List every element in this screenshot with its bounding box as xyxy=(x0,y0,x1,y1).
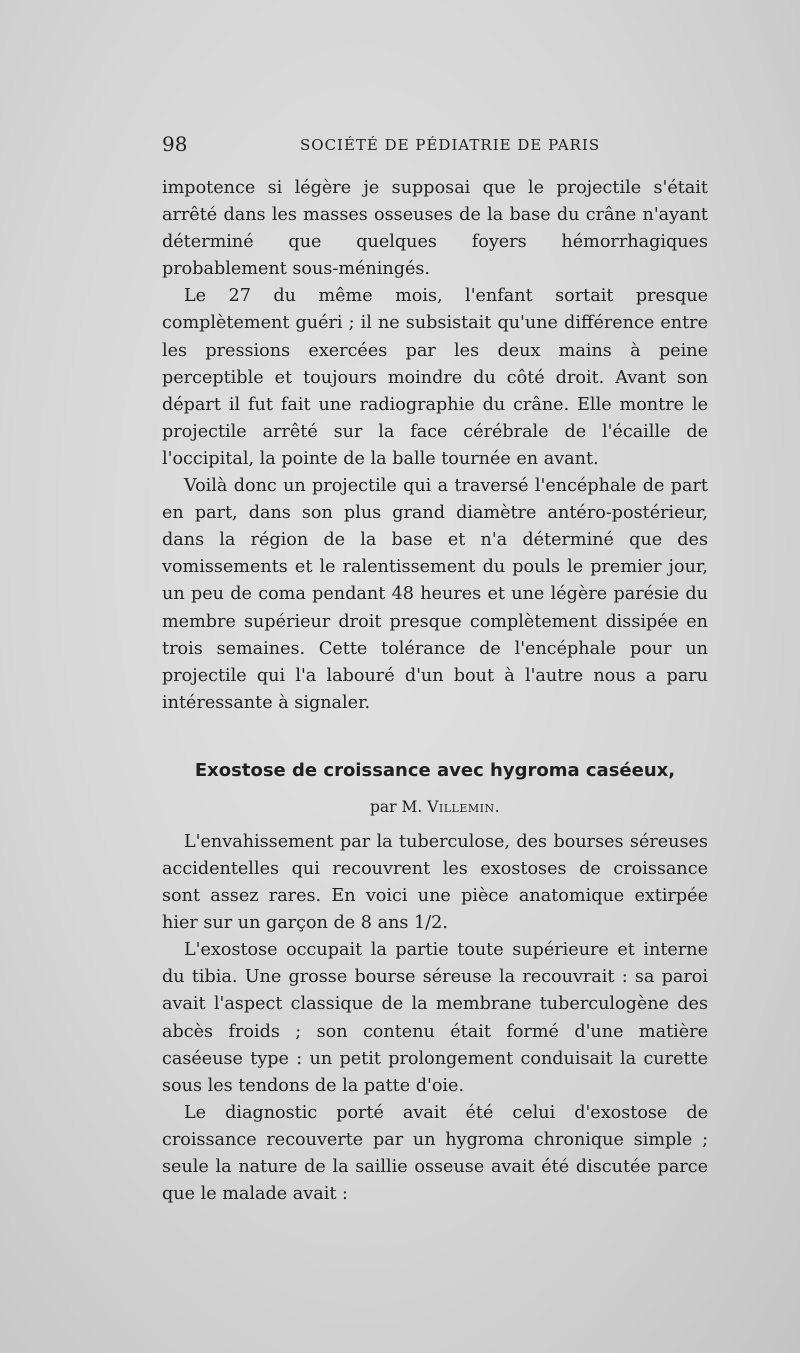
section-spacer xyxy=(162,819,708,829)
paragraph-continuation: impotence si légère je supposai que le projectile s'était arrêté dans les masses osseuses de la base du crâne n'ayant déterminé que quelques foyers hémorrhagiques probablement sous-méningés. xyxy=(162,178,708,280)
running-head: SOCIÉTÉ DE PÉDIATRIE DE PARIS xyxy=(300,136,601,154)
author-line xyxy=(162,795,708,819)
page-header xyxy=(0,132,800,162)
author-name: Villemin. xyxy=(427,797,501,816)
author-prefix: par M. xyxy=(369,797,423,816)
paragraph-description: L'exostose occupait la partie toute supérieure et interne du tibia. Une grosse bourse séreuse la recouvrait : sa paroi avait l'aspect classique de la membrane tuberculogène des abcès froids ; son contenu était formé d'une matière caséeuse type : un petit prolongement conduisait la curette sous les tendons de la patte d'oie. xyxy=(162,940,708,1096)
paragraph-diagnosis: Le diagnostic porté avait été celui d'exostose de croissance recouverte par un hygroma chronique simple ; seule la nature de la saillie osseuse avait été discutée parce que le malade avait : xyxy=(162,1102,708,1205)
paragraph-discharge: Le 27 du même mois, l'enfant sortait presque complètement guéri ; il ne subsistait qu'une différence entre les pressions exercées par les deux mains à peine perceptible et toujours moindre du côté droit. Avant son départ il fut fait une radiographie du crâne. Elle montre le projectile arrêté sur la face cérébrale de l'écaille de l'occipital, la pointe de la balle tournée en avant. xyxy=(162,286,708,469)
body-text xyxy=(162,175,708,1208)
section-spacer xyxy=(162,717,708,757)
page-number: 98 xyxy=(162,132,188,156)
article-title: Exostose de croissance avec hygroma caséeux, xyxy=(194,759,676,781)
paragraph-intro: L'envahissement par la tuberculose, des bourses séreuses accidentelles qui recouvrent les exostoses de croissance sont assez rares. En voici une pièce anatomique extirpée hier sur un garçon de 8 ans 1/2. xyxy=(162,831,708,934)
paragraph-conclusion: Voilà donc un projectile qui a traversé l'encéphale de part en part, dans son plus grand diamètre antéro-postérieur, dans la région de la base et n'a déterminé que des vomissements et le ralentissement du pouls le premier jour, un peu de coma pendant 48 heures et une légère parésie du membre supérieur droit presque complètement dissipée en trois semaines. Cette tolérance de l'encéphale pour un projectile qui l'a labouré d'un bout à l'autre nous a paru intéressante à signaler. xyxy=(162,476,708,713)
